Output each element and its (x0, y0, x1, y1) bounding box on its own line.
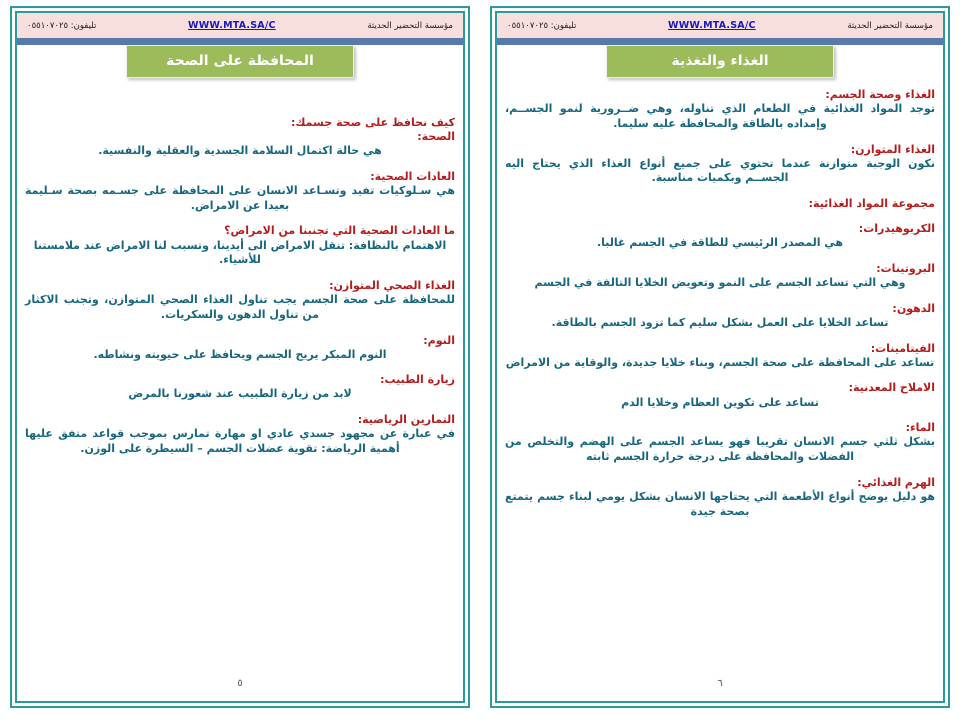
section-heading: البروتينات: (876, 261, 935, 275)
section-body: للمحافظة على صحة الجسم يجب تناول الغذاء الصحي المتوازن، وتجنب الاكثار من تناول الدهون والسكريات. (25, 293, 455, 321)
section-heading: الكربوهيدرات: (858, 222, 935, 236)
sections-right (505, 88, 935, 519)
section-minerals (505, 381, 935, 410)
section-body: في عبارة عن مجهود جسدي عادي او مهارة تمارس بموجب قواعد متفق عليها أهمية الرياضة: تقوية عضلات الجسم – السيطرة على الوزن. (25, 427, 455, 455)
section-heading: كيف نحافظ على صحة جسمك: (291, 116, 455, 129)
section-heading: الهرم الغذائي: (857, 475, 935, 489)
page-title-wrap-right (505, 45, 935, 78)
section-body: هي المصدر الرئيسي للطاقة في الجسم غالبا. (596, 236, 844, 250)
letterhead-org-name: مؤسسة التحضير الحديثة (847, 20, 933, 31)
section-heading: الصحة: (417, 130, 455, 144)
section-heading: الدهون: (892, 301, 935, 315)
page-title-left: المحافظة على الصحة (126, 45, 354, 78)
header-divider-rule (497, 38, 943, 45)
section-body: هو دليل يوضح أنواع الأطعمة التي يحتاجها الانسان بشكل يومي لبناء جسم يتمتع بصحة جيدة (505, 489, 935, 518)
section-fats (505, 302, 935, 331)
page-number-right: ٦ (717, 678, 723, 689)
section-water (505, 421, 935, 465)
letterhead-phone: تليفون: ٠٥٥١٠٧٠٢٥ (507, 20, 577, 31)
section-body: هي حالة اكتمال السلامة الجسدية والعقلية والنفسية. (98, 144, 382, 158)
page-title-wrap-left (25, 45, 455, 78)
section-physical-exercise (25, 413, 455, 457)
section-heading: مجموعة المواد الغذائية: (808, 197, 935, 211)
letterhead-website-link[interactable]: WWW.MTA.SA/C (668, 20, 756, 31)
sections-left (25, 116, 455, 457)
section-carbohydrates (505, 222, 935, 251)
page-body-left (17, 45, 463, 701)
page-right (480, 0, 960, 720)
section-proteins (505, 262, 935, 291)
section-habits-preventing-disease (25, 224, 455, 268)
section-body: نكون الوجبة متوازنة عندما تحتوي على جميع أنواع الغذاء الذي يحتاج اليه الجســم وبكميات مناسبة. (505, 156, 935, 185)
section-healthy-habits (25, 170, 455, 214)
section-how-to-keep-healthy (25, 116, 455, 130)
section-heading: الغذاء المتوازن: (850, 142, 935, 156)
section-body: النوم المبكر يريح الجسم ويحافظ على حيويته ونشاطه. (93, 347, 387, 361)
section-heading: الماء: (905, 421, 935, 435)
section-food-and-body-health (505, 88, 935, 132)
letterhead-right (497, 13, 943, 38)
section-body: تساعد الخلايا على العمل بشكل سليم كما تزود الجسم بالطاقة. (551, 315, 889, 329)
section-heading: الفيتامينات: (870, 341, 935, 355)
section-sleep (25, 334, 455, 363)
section-body: لابد من زيارة الطبيب عند شعورنا بالمرض (128, 387, 352, 401)
section-heading: التمارين الرياضية: (357, 413, 455, 427)
section-body: بشكل ثلثي جسم الانسان تقريبا فهو يساعد الجسم على الهضم والتخلص من الفضلات والمحافظة على درجة حرارة الجسم ثابته (505, 435, 935, 464)
letterhead-website-link[interactable]: WWW.MTA.SA/C (188, 20, 276, 31)
section-doctor-visit (25, 373, 455, 402)
section-heading: الغذاء وصحة الجسم: (825, 88, 935, 101)
section-body: تساعد على تكوين العظام وخلايا الدم (621, 395, 819, 409)
section-heading: الاملاح المعدنية: (848, 381, 935, 395)
page-title-right: الغذاء والتغذية (606, 45, 834, 78)
section-heading: العادات الصحية: (370, 169, 455, 183)
section-heading: الغذاء الصحي المتوازن: (329, 278, 455, 292)
page-number-left: ٥ (237, 678, 243, 689)
section-body: وهي التي تساعد الجسم على النمو وتعويض الخلايا التالفة في الجسم (534, 276, 906, 290)
section-body: تساعد على المحافظة على صحة الجسم، وبناء خلايا جديدة، والوقاية من الامراض (505, 355, 935, 369)
section-heading: ما العادات الصحية التي تجنبنا من الامراض؟ (224, 224, 455, 238)
letterhead-phone: تليفون: ٠٥٥١٠٧٠٢٥ (27, 20, 97, 31)
section-body: توجد المواد الغذائية في الطعام الذي تناوله، وهي ضــرورية لنمو الجســم، وإمداده بالطاقة والمحافظة عليه سليما. (505, 102, 935, 130)
section-body: الاهتمام بالنظافة: تنقل الامراض الى أيدينا، وتسبب لنا الامراض عند ملامستنا للأشياء. (33, 238, 447, 267)
section-heading: النوم: (423, 333, 455, 347)
page-body-right (497, 45, 943, 701)
page-content-left (17, 13, 463, 701)
letterhead-left (17, 13, 463, 38)
section-health-definition (25, 130, 455, 159)
letterhead-org-name: مؤسسة التحضير الحديثة (367, 20, 453, 31)
section-body: هي سـلوكيات تفيد وتسـاعد الانسان على المحافظة على جسـمه بصحة سـليمة بعيدا عن الامراض. (25, 183, 455, 212)
section-vitamins (505, 342, 935, 371)
section-food-pyramid (505, 476, 935, 520)
section-nutrient-groups (505, 197, 935, 211)
section-balanced-food (505, 143, 935, 187)
page-content-right (497, 13, 943, 701)
header-divider-rule (17, 38, 463, 45)
section-balanced-healthy-food (25, 279, 455, 323)
section-heading: زيارة الطبيب: (380, 373, 455, 387)
